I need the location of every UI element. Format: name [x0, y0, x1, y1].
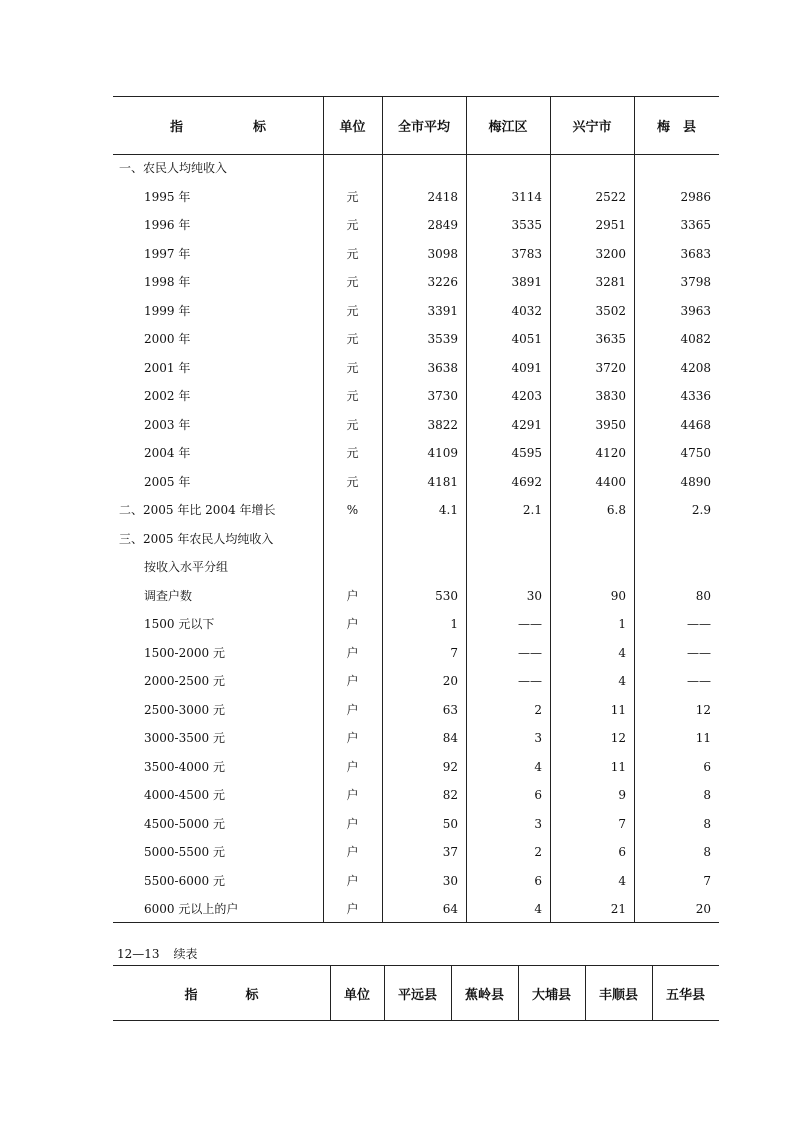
table-row	[113, 268, 719, 297]
row-value: ——	[687, 617, 711, 631]
row-value: 3200	[595, 246, 626, 261]
row-value: 4208	[680, 360, 711, 375]
header-col-meixian: 梅 县	[656, 119, 696, 135]
row-value: 4890	[680, 474, 711, 489]
row-label: 1500 元以下	[144, 617, 215, 631]
row-value: 37	[442, 845, 458, 859]
table-row	[113, 183, 719, 212]
header-indicator	[113, 965, 330, 1021]
row-value: 7	[703, 873, 711, 888]
row-value: 4468	[680, 417, 711, 432]
row-label: 1999 年	[144, 303, 191, 318]
row-value: 30	[442, 873, 458, 888]
row-value: 20	[695, 902, 711, 916]
table-row	[113, 325, 719, 354]
row-unit: 户	[346, 816, 359, 831]
row-value: 7	[618, 816, 626, 831]
row-unit: 户	[346, 674, 359, 688]
row-value: 82	[442, 788, 458, 802]
table-row	[113, 838, 719, 867]
row-unit: 元	[346, 360, 359, 375]
row-value: 2951	[595, 218, 626, 232]
table-row	[113, 667, 719, 696]
row-value	[550, 525, 626, 554]
row-value: 4750	[680, 446, 711, 460]
row-value: 1	[450, 617, 458, 631]
row-unit: 元	[346, 446, 359, 460]
row-value: 4336	[680, 389, 711, 403]
row-label: 2003 年	[144, 417, 191, 432]
row-value: 6	[534, 873, 542, 888]
row-label: 调查户数	[144, 588, 193, 603]
header-col-dabu: 大埔县	[531, 987, 571, 1003]
row-value: 4	[534, 759, 542, 774]
row-label: 三、2005 年农民人均纯收入	[119, 531, 274, 546]
caption-text: 续表	[173, 947, 198, 961]
row-value: 8	[703, 845, 711, 859]
header-indicator-char1: 指	[169, 119, 183, 135]
table-caption	[117, 945, 198, 962]
row-unit: 元	[346, 189, 359, 204]
row-value: 2522	[595, 189, 626, 204]
row-label: 2000 年	[144, 332, 191, 346]
row-value: 80	[695, 588, 711, 603]
row-unit: 户	[346, 902, 359, 916]
row-value	[634, 525, 711, 554]
row-value: ——	[687, 645, 711, 660]
row-value: 4091	[511, 360, 542, 375]
row-value: 30	[526, 588, 542, 603]
row-value: ——	[518, 617, 542, 631]
row-value: 3	[534, 731, 542, 745]
row-value	[382, 553, 458, 582]
header-indicator-char2: 标	[245, 987, 259, 1003]
row-unit: 元	[346, 389, 359, 403]
row-value	[634, 553, 711, 582]
row-unit: 元	[346, 303, 359, 318]
row-unit	[323, 525, 382, 554]
table-row	[113, 496, 719, 525]
row-value: 8	[703, 788, 711, 802]
header-col-xingning: 兴宁市	[572, 119, 612, 135]
table-row	[113, 354, 719, 383]
continued-table	[113, 965, 719, 1021]
table-row	[113, 867, 719, 896]
row-value: 50	[442, 816, 458, 831]
table-row	[113, 525, 719, 554]
table-row	[113, 411, 719, 440]
row-value: 4	[618, 645, 626, 660]
row-value: 84	[442, 731, 458, 745]
row-unit: 元	[346, 218, 359, 232]
header-indicator	[113, 96, 323, 154]
table-row	[113, 211, 719, 240]
row-value: 4109	[427, 446, 458, 460]
row-unit: 元	[346, 474, 359, 489]
row-value: 3822	[427, 417, 458, 432]
table-row	[113, 154, 719, 183]
row-value: 3226	[427, 275, 458, 289]
row-value: 11	[610, 759, 626, 774]
row-value: 2986	[680, 189, 711, 204]
table-row	[113, 240, 719, 269]
row-value: 11	[695, 731, 711, 745]
row-value: 530	[435, 588, 458, 603]
row-value: 2	[534, 702, 542, 717]
table-row	[113, 382, 719, 411]
row-label: 2002 年	[144, 389, 191, 403]
row-value: 90	[610, 588, 626, 603]
row-value: 3391	[427, 303, 458, 318]
row-value: 3963	[680, 303, 711, 318]
row-value: 4.1	[438, 503, 458, 517]
row-value: 3783	[511, 246, 542, 261]
row-unit	[323, 553, 382, 582]
row-value	[634, 154, 711, 183]
row-unit: 户	[346, 873, 359, 888]
row-value: 3539	[427, 332, 458, 346]
row-value: 8	[703, 816, 711, 831]
row-value: 2418	[427, 189, 458, 204]
row-value: 3891	[511, 275, 542, 289]
row-unit: 元	[346, 275, 359, 289]
row-label: 4000-4500 元	[144, 788, 225, 802]
row-unit: %	[346, 503, 359, 517]
table-row	[113, 639, 719, 668]
row-value	[466, 154, 542, 183]
row-label: 2005 年	[144, 474, 191, 489]
row-value: 6	[534, 788, 542, 802]
row-value	[466, 525, 542, 554]
row-value: 11	[610, 702, 626, 717]
row-value: 3730	[427, 389, 458, 403]
row-value: 4	[618, 674, 626, 688]
row-unit: 元	[346, 246, 359, 261]
row-unit: 户	[346, 845, 359, 859]
row-value: 21	[610, 902, 626, 916]
row-label: 4500-5000 元	[144, 816, 225, 831]
row-label: 1998 年	[144, 275, 191, 289]
table-row	[113, 781, 719, 810]
row-value: 3281	[595, 275, 626, 289]
row-value: 64	[442, 902, 458, 916]
header-unit: 单位	[343, 987, 370, 1003]
table-row	[113, 696, 719, 725]
row-value: 12	[695, 702, 711, 717]
row-value: 2	[534, 845, 542, 859]
row-unit	[323, 154, 382, 183]
row-value: 3830	[595, 389, 626, 403]
row-value: 3635	[595, 332, 626, 346]
row-label: 2000-2500 元	[144, 674, 225, 688]
row-unit: 户	[346, 617, 359, 631]
row-unit: 元	[346, 417, 359, 432]
row-label: 5000-5500 元	[144, 845, 225, 859]
row-value: 20	[442, 674, 458, 688]
income-table	[113, 96, 719, 923]
row-label: 1995 年	[144, 189, 191, 204]
row-value: 9	[618, 788, 626, 802]
row-value	[382, 154, 458, 183]
row-unit: 户	[346, 788, 359, 802]
table-row	[113, 610, 719, 639]
row-value: ——	[518, 645, 542, 660]
row-value: 4032	[511, 303, 542, 318]
row-value: 3098	[427, 246, 458, 261]
row-label: 二、2005 年比 2004 年增长	[119, 503, 276, 517]
row-label: 按收入水平分组	[144, 560, 229, 574]
row-value	[382, 525, 458, 554]
header-col-citywide: 全市平均	[397, 119, 450, 135]
row-label: 1500-2000 元	[144, 645, 225, 660]
row-value: ——	[518, 674, 542, 688]
header-indicator-char1: 指	[184, 987, 198, 1003]
header-col-pingyuan: 平远县	[397, 987, 437, 1003]
row-value: 4	[618, 873, 626, 888]
row-label: 5500-6000 元	[144, 873, 225, 888]
row-value: 3683	[680, 246, 711, 261]
row-value: 63	[442, 702, 458, 717]
table-row	[113, 297, 719, 326]
row-label: 1997 年	[144, 246, 191, 261]
header-col-fengshun: 丰顺县	[598, 987, 638, 1003]
row-value: 4595	[511, 446, 542, 460]
header-col-meijiang: 梅江区	[488, 119, 528, 135]
row-value: 1	[618, 617, 626, 631]
row-label: 2001 年	[144, 360, 191, 375]
row-unit: 户	[346, 759, 359, 774]
row-value: 2.1	[522, 503, 542, 517]
table-row	[113, 895, 719, 924]
row-label: 一、农民人均纯收入	[119, 161, 228, 175]
row-value: 4	[534, 902, 542, 916]
row-value: 4120	[595, 446, 626, 460]
row-label: 2004 年	[144, 446, 191, 460]
row-value: 4692	[511, 474, 542, 489]
row-value: 3720	[595, 360, 626, 375]
row-value: 3502	[595, 303, 626, 318]
header-unit: 单位	[339, 119, 366, 135]
row-label: 1996 年	[144, 218, 191, 232]
table-row	[113, 439, 719, 468]
row-value: 4181	[427, 474, 458, 489]
row-unit: 元	[346, 332, 359, 346]
row-value: 4291	[511, 417, 542, 432]
header-indicator-char2: 标	[253, 119, 267, 135]
row-value	[466, 553, 542, 582]
table-row	[113, 724, 719, 753]
header-col-jiaoling: 蕉岭县	[464, 987, 504, 1003]
row-value	[550, 553, 626, 582]
row-value: 3798	[680, 275, 711, 289]
row-label: 3500-4000 元	[144, 759, 225, 774]
row-unit: 户	[346, 702, 359, 717]
row-value: 2849	[427, 218, 458, 232]
row-value: 7	[450, 645, 458, 660]
row-value: 3	[534, 816, 542, 831]
row-unit: 户	[346, 731, 359, 745]
row-unit: 户	[346, 588, 359, 603]
row-value: 6	[618, 845, 626, 859]
row-value: 12	[610, 731, 626, 745]
row-label: 2500-3000 元	[144, 702, 225, 717]
row-value: 4082	[680, 332, 711, 346]
row-value: 2.9	[691, 503, 711, 517]
table-row	[113, 810, 719, 839]
row-value: 6.8	[606, 503, 626, 517]
row-value: 4051	[511, 332, 542, 346]
table-row	[113, 553, 719, 582]
row-value	[550, 154, 626, 183]
table-row	[113, 468, 719, 497]
row-value: 3535	[511, 218, 542, 232]
row-unit: 户	[346, 645, 359, 660]
caption-number: 12—13	[117, 947, 160, 961]
row-value: 3365	[680, 218, 711, 232]
row-value: 92	[442, 759, 458, 774]
row-label: 3000-3500 元	[144, 731, 225, 745]
row-value: ——	[687, 674, 711, 688]
table-row	[113, 753, 719, 782]
header-col-wuhua: 五华县	[665, 987, 705, 1003]
row-value: 4203	[511, 389, 542, 403]
row-value: 4400	[595, 474, 626, 489]
row-value: 3114	[511, 189, 542, 204]
row-label: 6000 元以上的户	[144, 902, 239, 916]
row-value: 6	[703, 759, 711, 774]
row-value: 3638	[427, 360, 458, 375]
table-row	[113, 582, 719, 611]
row-value: 3950	[595, 417, 626, 432]
